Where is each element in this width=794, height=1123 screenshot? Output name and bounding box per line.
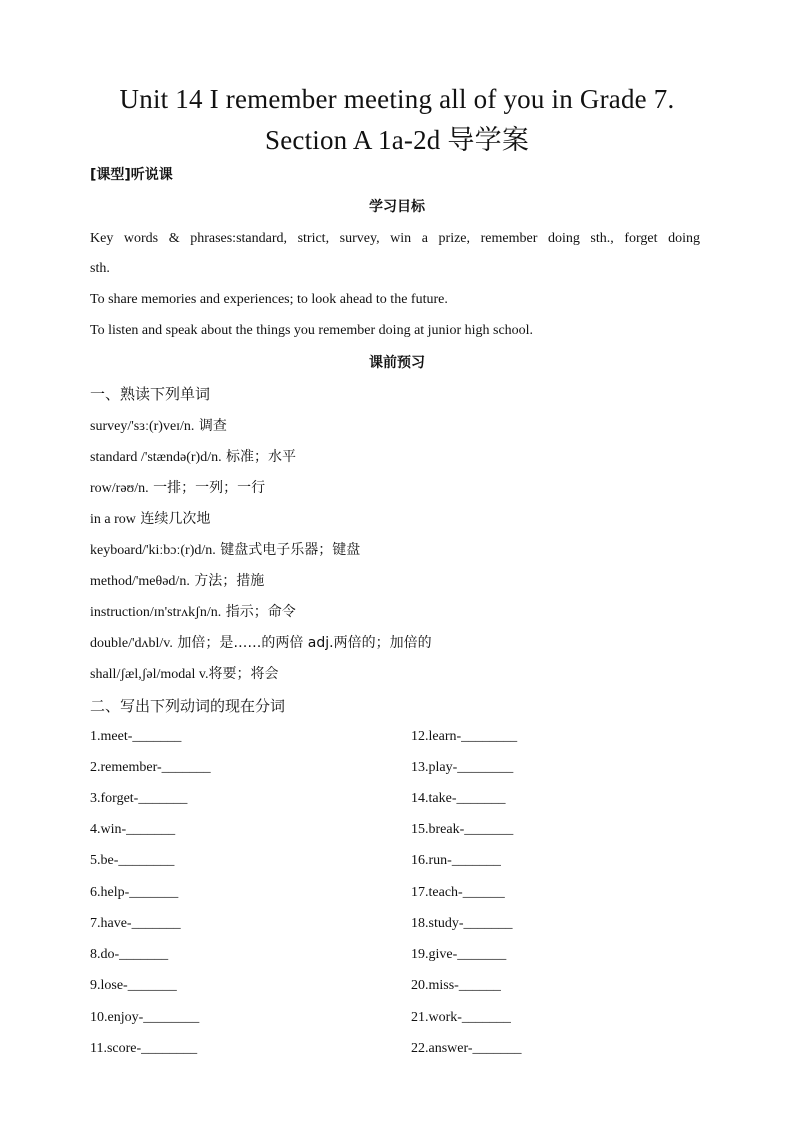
vocab-item: in a row 连续几次地 bbox=[90, 511, 211, 527]
objectives-heading: 学习目标 bbox=[369, 199, 425, 215]
verb-exercise-item: 10.enjoy-________ bbox=[90, 1010, 200, 1025]
section-present-participle-title: 二、写出下列动词的现在分词 bbox=[90, 697, 286, 715]
verb-exercise-item: 20.miss-______ bbox=[411, 978, 501, 993]
verb-exercise-item: 3.forget-_______ bbox=[90, 791, 188, 806]
objective-keywords-line: Key words & phrases:standard, strict, survey, win a prize, remember doing sth., forget doing bbox=[90, 231, 700, 246]
verb-exercise-item: 16.run-_______ bbox=[411, 853, 501, 868]
verb-exercise-item: 4.win-_______ bbox=[90, 822, 176, 837]
vocab-item: standard /'stændə(r)d/n. 标准；水平 bbox=[90, 449, 297, 465]
verb-exercise-item: 19.give-_______ bbox=[411, 947, 507, 962]
verb-exercise-item: 9.lose-_______ bbox=[90, 978, 177, 993]
vocab-item: instruction/ɪn'strʌkʃn/n. 指示；命令 bbox=[90, 604, 296, 620]
vocab-item: method/'meθəd/n. 方法；措施 bbox=[90, 573, 265, 589]
verb-exercise-item: 2.remember-_______ bbox=[90, 760, 211, 775]
verb-exercise-item: 8.do-_______ bbox=[90, 947, 169, 962]
verb-exercise-item: 1.meet-_______ bbox=[90, 729, 182, 744]
objective-keywords-continuation: sth. bbox=[90, 261, 110, 276]
objective-share-memories: To share memories and experiences; to look ahead to the future. bbox=[90, 292, 448, 307]
preview-heading: 课前预习 bbox=[369, 355, 425, 371]
course-type-label: [课型]听说课 bbox=[90, 167, 173, 183]
verb-exercise-item: 11.score-________ bbox=[90, 1041, 198, 1056]
verb-exercise-item: 15.break-_______ bbox=[411, 822, 514, 837]
vocab-item: row/rəʊ/n. 一排；一列；一行 bbox=[90, 480, 266, 496]
verb-exercise-item: 22.answer-_______ bbox=[411, 1041, 522, 1056]
document-title-line1: Unit 14 I remember meeting all of you in Grade 7. bbox=[119, 84, 675, 114]
vocab-item: keyboard/'kiːbɔː(r)d/n. 键盘式电子乐器；键盘 bbox=[90, 542, 361, 558]
verb-exercise-item: 5.be-________ bbox=[90, 853, 175, 868]
document-title-line2: Section A 1a-2d 导学案 bbox=[264, 125, 530, 155]
vocab-item: shall/ʃæl,ʃəl/modal v.将要；将会 bbox=[90, 666, 279, 682]
objective-listen-speak: To listen and speak about the things you remember doing at junior high school. bbox=[90, 323, 534, 338]
verb-exercise-item: 7.have-_______ bbox=[90, 916, 181, 931]
verb-exercise-item: 6.help-_______ bbox=[90, 885, 179, 900]
verb-exercise-item: 13.play-________ bbox=[411, 760, 514, 775]
verb-exercise-item: 21.work-_______ bbox=[411, 1010, 511, 1025]
verb-exercise-item: 17.teach-______ bbox=[411, 885, 505, 900]
section-read-words-title: 一、熟读下列单词 bbox=[90, 385, 211, 403]
vocab-item: double/'dʌbl/v. 加倍；是……的两倍 adj.两倍的；加倍的 bbox=[90, 635, 432, 651]
verb-exercise-item: 14.take-_______ bbox=[411, 791, 506, 806]
vocab-item: survey/'sɜː(r)veɪ/n. 调查 bbox=[90, 418, 227, 434]
verb-exercise-item: 18.study-_______ bbox=[411, 916, 513, 931]
verb-exercise-item: 12.learn-________ bbox=[411, 729, 518, 744]
